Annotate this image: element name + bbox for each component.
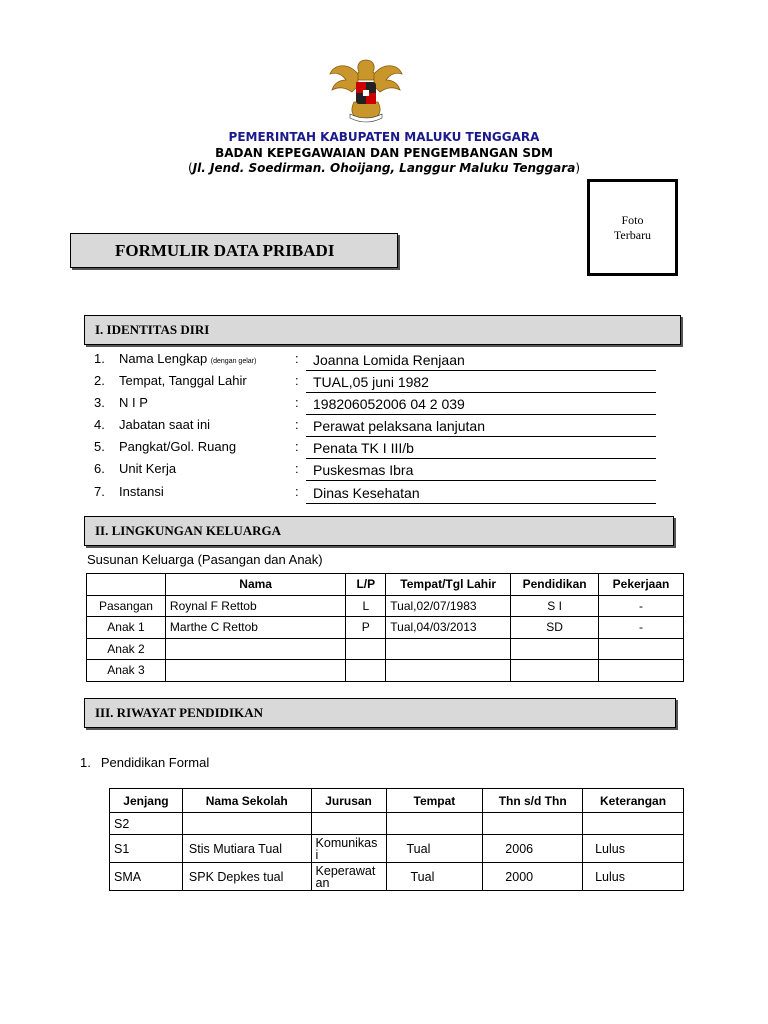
education-table (109, 788, 684, 891)
identity-row-position: 4. Jabatan saat ini : Perawat pelaksana lanjutan (0, 417, 768, 439)
table-row: S2 (110, 813, 684, 835)
family-subtitle: Susunan Keluarga (Pasangan dan Anak) (87, 552, 323, 567)
table-row: Anak 1 Marthe C Rettob P Tual,04/03/2013 SD - (87, 617, 684, 639)
table-header-row: Nama L/P Tempat/Tgl Lahir Pendidikan Pekerjaan (87, 574, 684, 596)
birth-value: TUAL,05 juni 1982 (306, 374, 656, 393)
unit-value: Puskesmas Ibra (306, 462, 656, 481)
section-family-title: II. LINGKUNGAN KELUARGA (84, 516, 674, 546)
section-identity-title: I. IDENTITAS DIRI (84, 315, 681, 345)
photo-label-line2: Terbaru (613, 227, 652, 242)
identity-row-rank: 5. Pangkat/Gol. Ruang : Penata TK I III/b (0, 439, 768, 461)
agency-value: Dinas Kesehatan (306, 485, 656, 504)
family-table (86, 573, 684, 682)
formal-education-item: 1. Pendidikan Formal (80, 755, 210, 770)
table-header-row: Jenjang Nama Sekolah Jurusan Tempat Thn s/d Thn Keterangan (110, 789, 684, 813)
header-address: (Jl. Jend. Soedirman. Ohoijang, Langgur Maluku Tenggara) (188, 161, 580, 175)
table-row: S1 Stis Mutiara Tual Komunikas i Tual 2006 Lulus (110, 835, 684, 863)
name-value: Joanna Lomida Renjaan (306, 352, 656, 371)
table-row: SMA SPK Depkes tual Keperawat an Tual 2000 Lulus (110, 863, 684, 891)
nip-value: 198206052006 04 2 039 (306, 396, 656, 415)
position-value: Perawat pelaksana lanjutan (306, 418, 656, 437)
form-title: FORMULIR DATA PRIBADI (70, 233, 398, 268)
rank-value: Penata TK I III/b (306, 440, 656, 459)
identity-row-unit: 6. Unit Kerja : Puskesmas Ibra (0, 461, 768, 483)
section-education-title: III. RIWAYAT PENDIDIKAN (84, 698, 676, 728)
header-government: PEMERINTAH KABUPATEN MALUKU TENGGARA (228, 130, 540, 144)
photo-box (587, 179, 678, 276)
table-row: Anak 2 (87, 638, 684, 660)
photo-label-line1: Foto (621, 212, 644, 227)
table-row: Anak 3 (87, 660, 684, 682)
garuda-emblem-logo (326, 52, 406, 124)
identity-row-nip: 3. N I P : 198206052006 04 2 039 (0, 395, 768, 417)
identity-row-birth: 2. Tempat, Tanggal Lahir : TUAL,05 juni 1982 (0, 373, 768, 395)
header-agency: BADAN KEPEGAWAIAN DAN PENGEMBANGAN SDM (215, 146, 553, 160)
table-row: Pasangan Roynal F Rettob L Tual,02/07/1983 S I - (87, 595, 684, 617)
identity-row-agency: 7. Instansi : Dinas Kesehatan (0, 484, 768, 506)
identity-row-name: 1. Nama Lengkap (dengan gelar) : Joanna Lomida Renjaan (0, 351, 768, 373)
